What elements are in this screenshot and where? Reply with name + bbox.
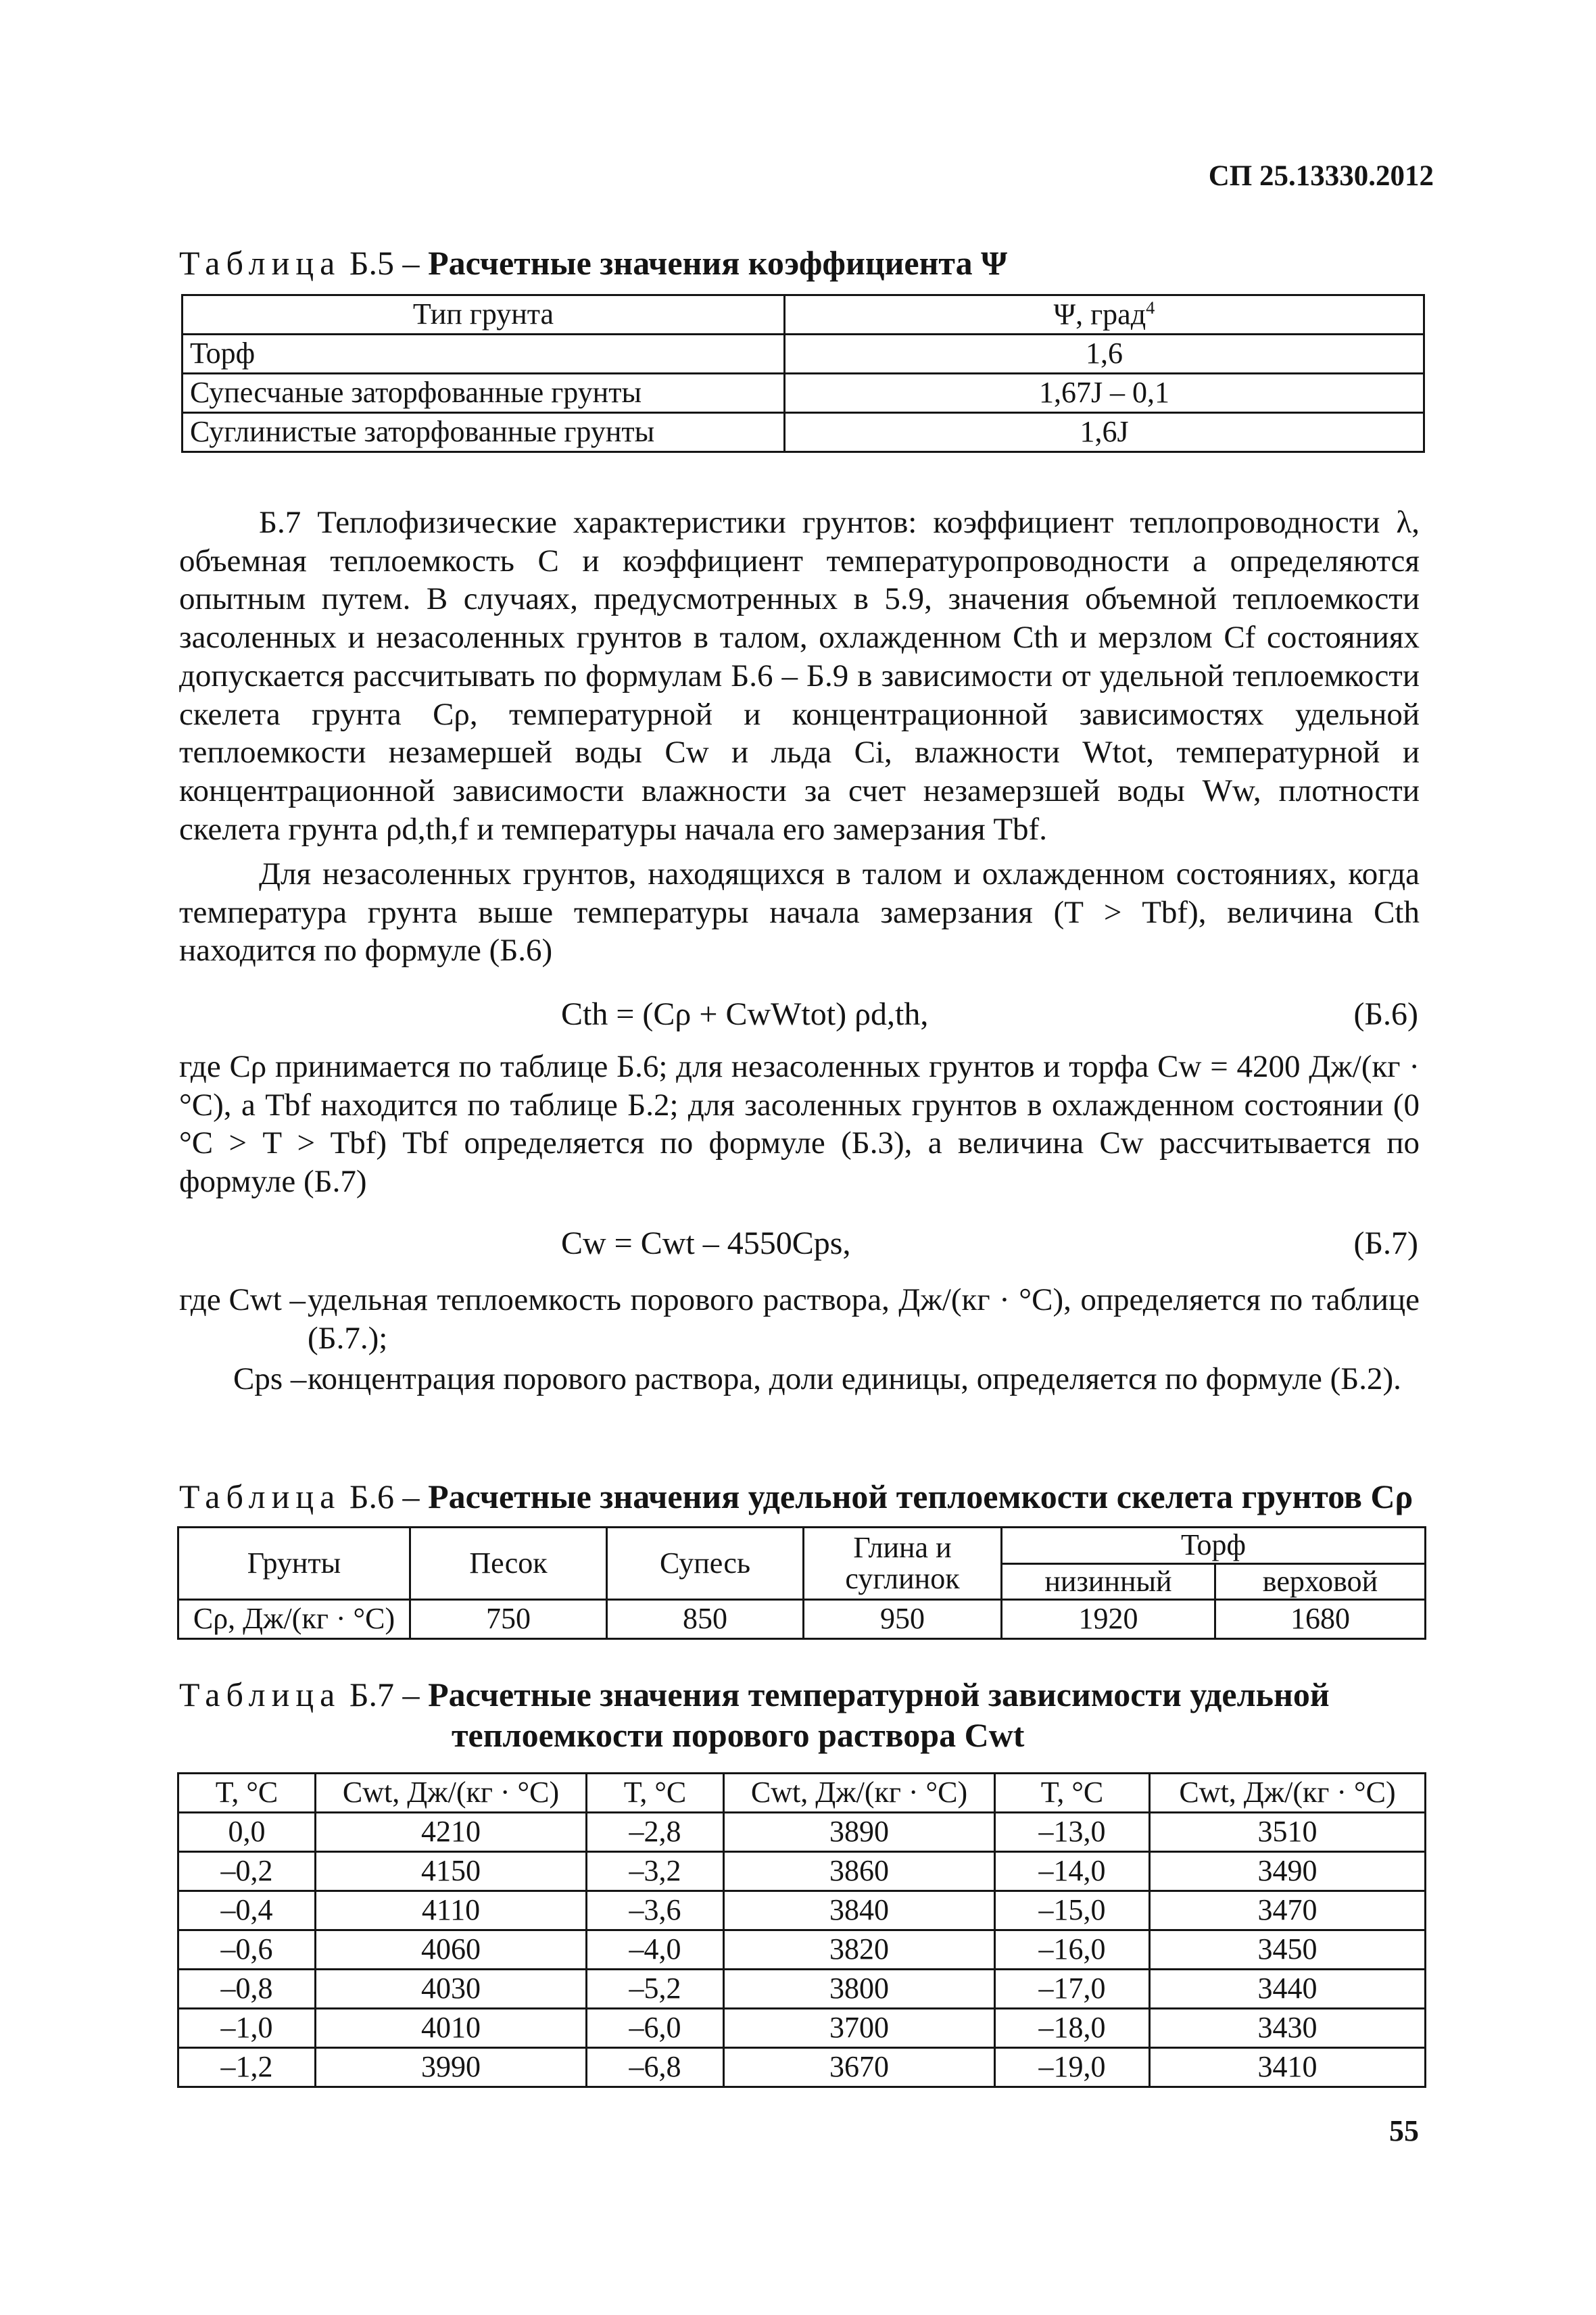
definition-cwt: где Cwt – удельная теплоемкость порового раствора, Дж/(кг · °С), определяется по таблице (Б.7.); [179,1282,1420,1356]
page-number: 55 [1389,2114,1419,2147]
paragraph-where: где Cρ принимается по таблице Б.6; для незасоленных грунтов и торфа Cw = 4200 Дж/(кг · °С), а Tbf находится по таблице Б.2; для засоленных грунтов в охлажденном состоянии (0 °С > T > Tbf) Tbf определяется по формуле (Б.3), а величина Cw рассчитывается по формуле (Б.7) [179,1049,1420,1200]
table-row: Супесчаные заторфованные грунты 1,67J – 0,1 [183,374,1424,413]
table-b6-caption: Таблица Б.6 – Расчетные значения удельной теплоемкости скелета грунтов Cρ [179,1478,1413,1515]
table-row: 0,0 4210 –2,8 3890 –13,0 3510 [178,1813,1426,1852]
table-row: –0,6 4060 –4,0 3820 –16,0 3450 [178,1930,1426,1970]
table-b7: T, °С Cwt, Дж/(кг · °С) T, °С Cwt, Дж/(кг · °С) T, °С Cwt, Дж/(кг · °С) 0,0 4210 –2,8 3890 –13,0 3510 –0,2 4150 –3,2 3860 –14,0 3490 –0,4 4110 –3,6 3840 –15,0 3470 –0,6 4060 –4,0 3820 –16,0 3450 –0,8 4030 –5,2 3800 –17,0 3440 –1,0 4010 –6,0 3700 –18,0 3430 –1,2 3990 –6,8 3670 –19,0 3410 [177,1772,1426,2088]
formula-b6-number: (Б.6) [1353,996,1418,1032]
table-b7-caption-line2: теплоемкости порового раствора Cwt [452,1716,1025,1754]
table-b7-caption: Таблица Б.7 – Расчетные значения температурной зависимости удельной [179,1676,1330,1713]
table-b5-caption: Таблица Б.5 – Расчетные значения коэффициента Ψ [179,244,1008,282]
definitions [179,1281,1420,1398]
definition-cps: Cps – концентрация порового раствора, доли единицы, определяется по формуле (Б.2). [233,1361,1401,1397]
table-row: –1,2 3990 –6,8 3670 –19,0 3410 [178,2048,1426,2087]
table-row: Cρ, Дж/(кг · °С) 750 850 950 1920 1680 [178,1600,1426,1639]
table-b5 [181,294,1425,453]
formula-b7-number: (Б.7) [1353,1225,1418,1261]
formula-b6: Cth = (Cρ + CwWtot) ρd,th, [561,996,929,1032]
table-row: –0,4 4110 –3,6 3840 –15,0 3470 [178,1891,1426,1930]
table-b5-header-psi: Ψ, град$^4$ [785,295,1424,335]
paragraph-b7: Б.7 Теплофизические характеристики грунтов: коэффициент теплопроводности λ, объемная теплоемкость C и коэффициент температуропроводности a определяются опытным путем. В случаях, предусмотренных в 5.9, значения объемной теплоемкости засоленных и незасоленных грунтов в талом, охлажденном Cth и мерзлом Cf состояниях допускается рассчитывать по формулам Б.6 – Б.9 в зависимости от удельной теплоемкости скелета грунта Cρ, температурной и концентрационной зависимостях удельной теплоемкости незамершей воды Cw и льда Ci, влажности Wtot, температурной и концентрационной зависимости влажности за счет незамерзшей воды Ww, плотности скелета грунта ρd,th,f и температуры начала его замерзания Tbf. [179,505,1420,847]
table-row: –0,2 4150 –3,2 3860 –14,0 3490 [178,1852,1426,1891]
table-b6: Грунты Песок Супесь Глина и суглинок Торф низинный верховой Cρ, Дж/(кг · °С) 750 850 950 1920 1680 [177,1526,1426,1640]
table-row: –1,0 4010 –6,0 3700 –18,0 3430 [178,2009,1426,2048]
table-row: Торф 1,6 [183,335,1424,374]
table-row: Суглинистые заторфованные грунты 1,6J [183,413,1424,452]
formula-b7: Cw = Cwt – 4550Cps, [561,1225,851,1261]
table-b5-header-soil: Тип грунта [183,295,785,335]
paragraph-unsalted: Для незасоленных грунтов, находящихся в талом и охлажденном состояниях, когда температура грунта выше температуры начала замерзания (T > Tbf), величина Cth находится по формуле (Б.6) [179,856,1420,969]
document-code: СП 25.13330.2012 [1208,160,1434,192]
table-row: –0,8 4030 –5,2 3800 –17,0 3440 [178,1970,1426,2009]
